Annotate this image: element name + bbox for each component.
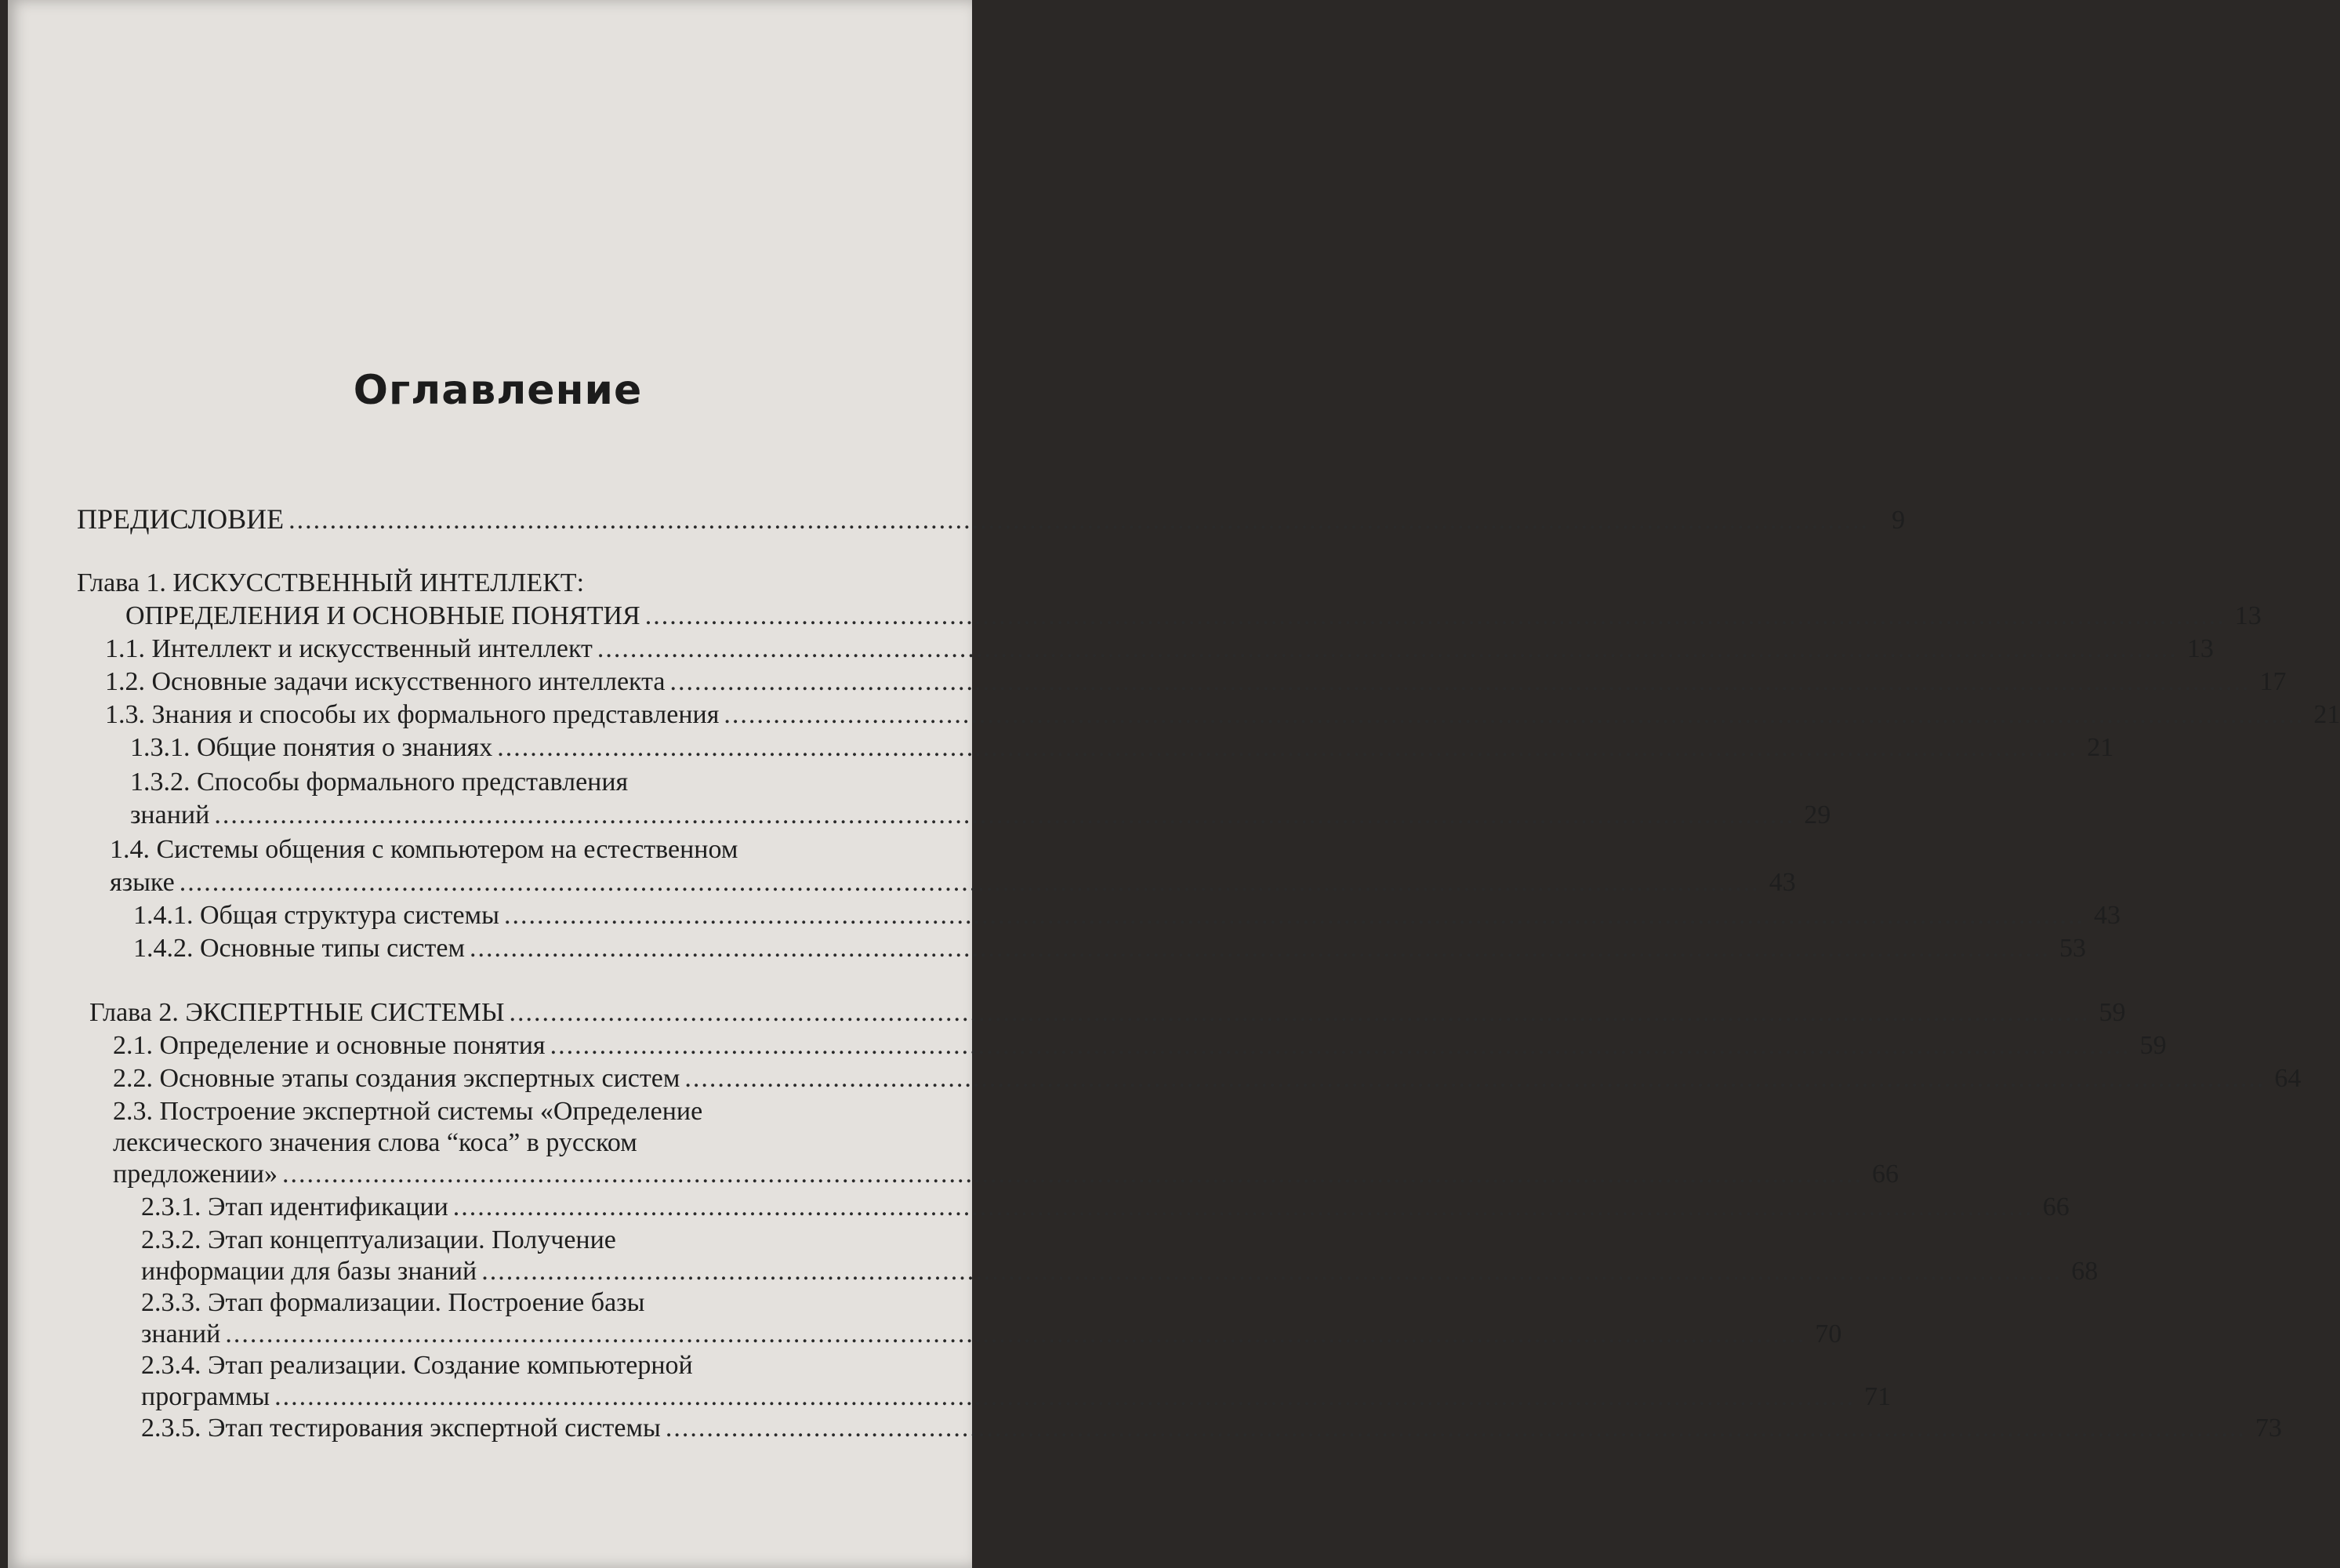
toc-entry-title: 1.3. Знания и способы их формального представления	[105, 700, 720, 729]
toc-entry-page: 64	[2274, 1064, 2302, 1093]
toc-entry-page: 71	[1864, 1382, 1892, 1411]
leader-dots: ................................................................................................................................................................................................	[665, 1414, 2246, 1443]
leader-dots: ................................................................................................................................................................................................	[509, 998, 2090, 1027]
toc-entry-title: 1.4.1. Общая структура системы	[133, 901, 499, 930]
page-title: Оглавление	[353, 367, 643, 414]
toc-entry-title: 2.2. Основные этапы создания экспертных систем	[113, 1064, 680, 1093]
book-page	[8, 0, 2340, 1568]
toc-entry-title: программы	[141, 1382, 270, 1411]
toc-entry-page: 13	[2186, 634, 2214, 663]
toc-entry-page: 73	[2255, 1414, 2282, 1443]
toc-entry-page: 59	[2099, 998, 2126, 1027]
toc-entry-title: предложении»	[113, 1160, 278, 1189]
toc-entry-page: 13	[2234, 601, 2262, 630]
toc-entry-1-4-2	[133, 931, 2086, 966]
toc-entry-2-3-2	[141, 1254, 2099, 1289]
leader-dots: ................................................................................................................................................................................................	[274, 1382, 1856, 1411]
chapter-2-title: Глава 2. ЭКСПЕРТНЫЕ СИСТЕМЫ	[89, 998, 505, 1027]
toc-entry-title: знаний	[141, 1319, 221, 1348]
chapter-1-title-line1: Глава 1. ИСКУССТВЕННЫЙ ИНТЕЛЛЕКТ:	[77, 568, 585, 597]
toc-entry-1-3-2-line1: 1.3.2. Способы формального представления	[130, 768, 629, 797]
toc-entry-page: 21	[2087, 733, 2114, 762]
leader-dots: ................................................................................................................................................................................................	[669, 667, 2251, 696]
leader-dots: ................................................................................................................................................................................................	[724, 700, 2305, 729]
leader-dots: ................................................................................................................................................................................................	[214, 800, 1795, 829]
leader-dots: ................................................................................................................................................................................................	[481, 1257, 2062, 1286]
leader-dots: ................................................................................................................................................................................................	[644, 601, 2226, 630]
toc-entry-title: 1.3.1. Общие понятия о знаниях	[130, 733, 493, 762]
toc-entry-1-4	[110, 866, 1796, 900]
toc-entry-2-3-4	[141, 1380, 1892, 1414]
toc-entry-2-3-5	[141, 1411, 2282, 1446]
toc-entry-title: 2.3.1. Этап идентификации	[141, 1192, 448, 1221]
toc-entry-page: 17	[2259, 667, 2287, 696]
leader-dots: ................................................................................................................................................................................................	[497, 733, 2078, 762]
toc-entry-title: знаний	[130, 800, 210, 829]
leader-dots: ................................................................................................................................................................................................	[597, 634, 2178, 663]
toc-entry-2-1	[113, 1029, 2167, 1063]
toc-entry-title: 2.1. Определение и основные понятия	[113, 1031, 546, 1060]
toc-entry-2-2	[113, 1062, 2302, 1096]
toc-entry-1-4-line1: 1.4. Системы общения с компьютером на естественном	[110, 835, 738, 864]
toc-entry-page: 66	[1871, 1160, 1899, 1189]
toc-entry-1-3-1	[130, 731, 2114, 765]
toc-entry-2-3-4-line1: 2.3.4. Этап реализации. Создание компьютерной	[141, 1351, 693, 1380]
toc-entry-page: 59	[2139, 1031, 2167, 1060]
toc-entry-title: 1.2. Основные задачи искусственного интеллекта	[105, 667, 666, 696]
toc-entry-page: 68	[2071, 1257, 2099, 1286]
chapter-1-title-line2: ОПРЕДЕЛЕНИЯ И ОСНОВНЫЕ ПОНЯТИЯ	[125, 601, 640, 630]
toc-entry-preface	[77, 502, 1906, 536]
toc-entry-2-3-3-line1: 2.3.3. Этап формализации. Построение базы	[141, 1288, 645, 1317]
leader-dots: ................................................................................................................................................................................................	[550, 1031, 2131, 1060]
leader-dots: ................................................................................................................................................................................................	[288, 506, 1870, 535]
toc-entry-title: 2.3.5. Этап тестирования экспертной системы	[141, 1414, 661, 1443]
toc-entry-page: 66	[2042, 1192, 2070, 1221]
leader-dots: ................................................................................................................................................................................................	[281, 1160, 1863, 1189]
leader-dots: ................................................................................................................................................................................................	[225, 1319, 1806, 1348]
toc-entry-2-3-1	[141, 1190, 2070, 1225]
toc-entry-2-3	[113, 1157, 1899, 1192]
leader-dots: ................................................................................................................................................................................................	[179, 868, 1760, 897]
toc-entry-page: 21	[2313, 700, 2340, 729]
toc-entry-1-1	[105, 632, 2214, 666]
toc-entry-title: ПРЕДИСЛОВИЕ	[77, 503, 285, 535]
leader-dots: ................................................................................................................................................................................................	[469, 934, 2050, 963]
toc-entry-2-3-line2: лексического значения слова “коса” в русском	[113, 1128, 637, 1157]
toc-entry-page: 43	[2093, 901, 2121, 930]
toc-entry-1-3-2	[130, 798, 1831, 833]
toc-entry-2-3-3	[141, 1317, 1842, 1352]
toc-entry-page: 29	[1804, 800, 1831, 829]
toc-entry-title: языке	[110, 868, 175, 897]
toc-entry-2-3-line1: 2.3. Построение экспертной системы «Определение	[113, 1097, 703, 1126]
toc-entry-title: 1.4.2. Основные типы систем	[133, 934, 465, 963]
toc-entry-1-4-1	[133, 898, 2121, 933]
toc-entry-title: информации для базы знаний	[141, 1257, 477, 1286]
toc-entry-page: 53	[2059, 934, 2086, 963]
leader-dots: ................................................................................................................................................................................................	[452, 1192, 2033, 1221]
toc-entry-1-3	[105, 698, 2340, 732]
toc-entry-chapter-1	[125, 599, 2262, 633]
toc-entry-2-3-2-line1: 2.3.2. Этап концептуализации. Получение	[141, 1225, 616, 1254]
toc-entry-chapter-2	[89, 996, 2126, 1030]
toc-entry-title: 1.1. Интеллект и искусственный интеллект	[105, 634, 593, 663]
leader-dots: ................................................................................................................................................................................................	[684, 1064, 2266, 1093]
toc-entry-1-2	[105, 665, 2287, 699]
toc-entry-page: 70	[1815, 1319, 1842, 1348]
toc-entry-page: 43	[1769, 868, 1796, 897]
toc-entry-page: 9	[1892, 506, 1906, 535]
leader-dots: ................................................................................................................................................................................................	[503, 901, 2084, 930]
